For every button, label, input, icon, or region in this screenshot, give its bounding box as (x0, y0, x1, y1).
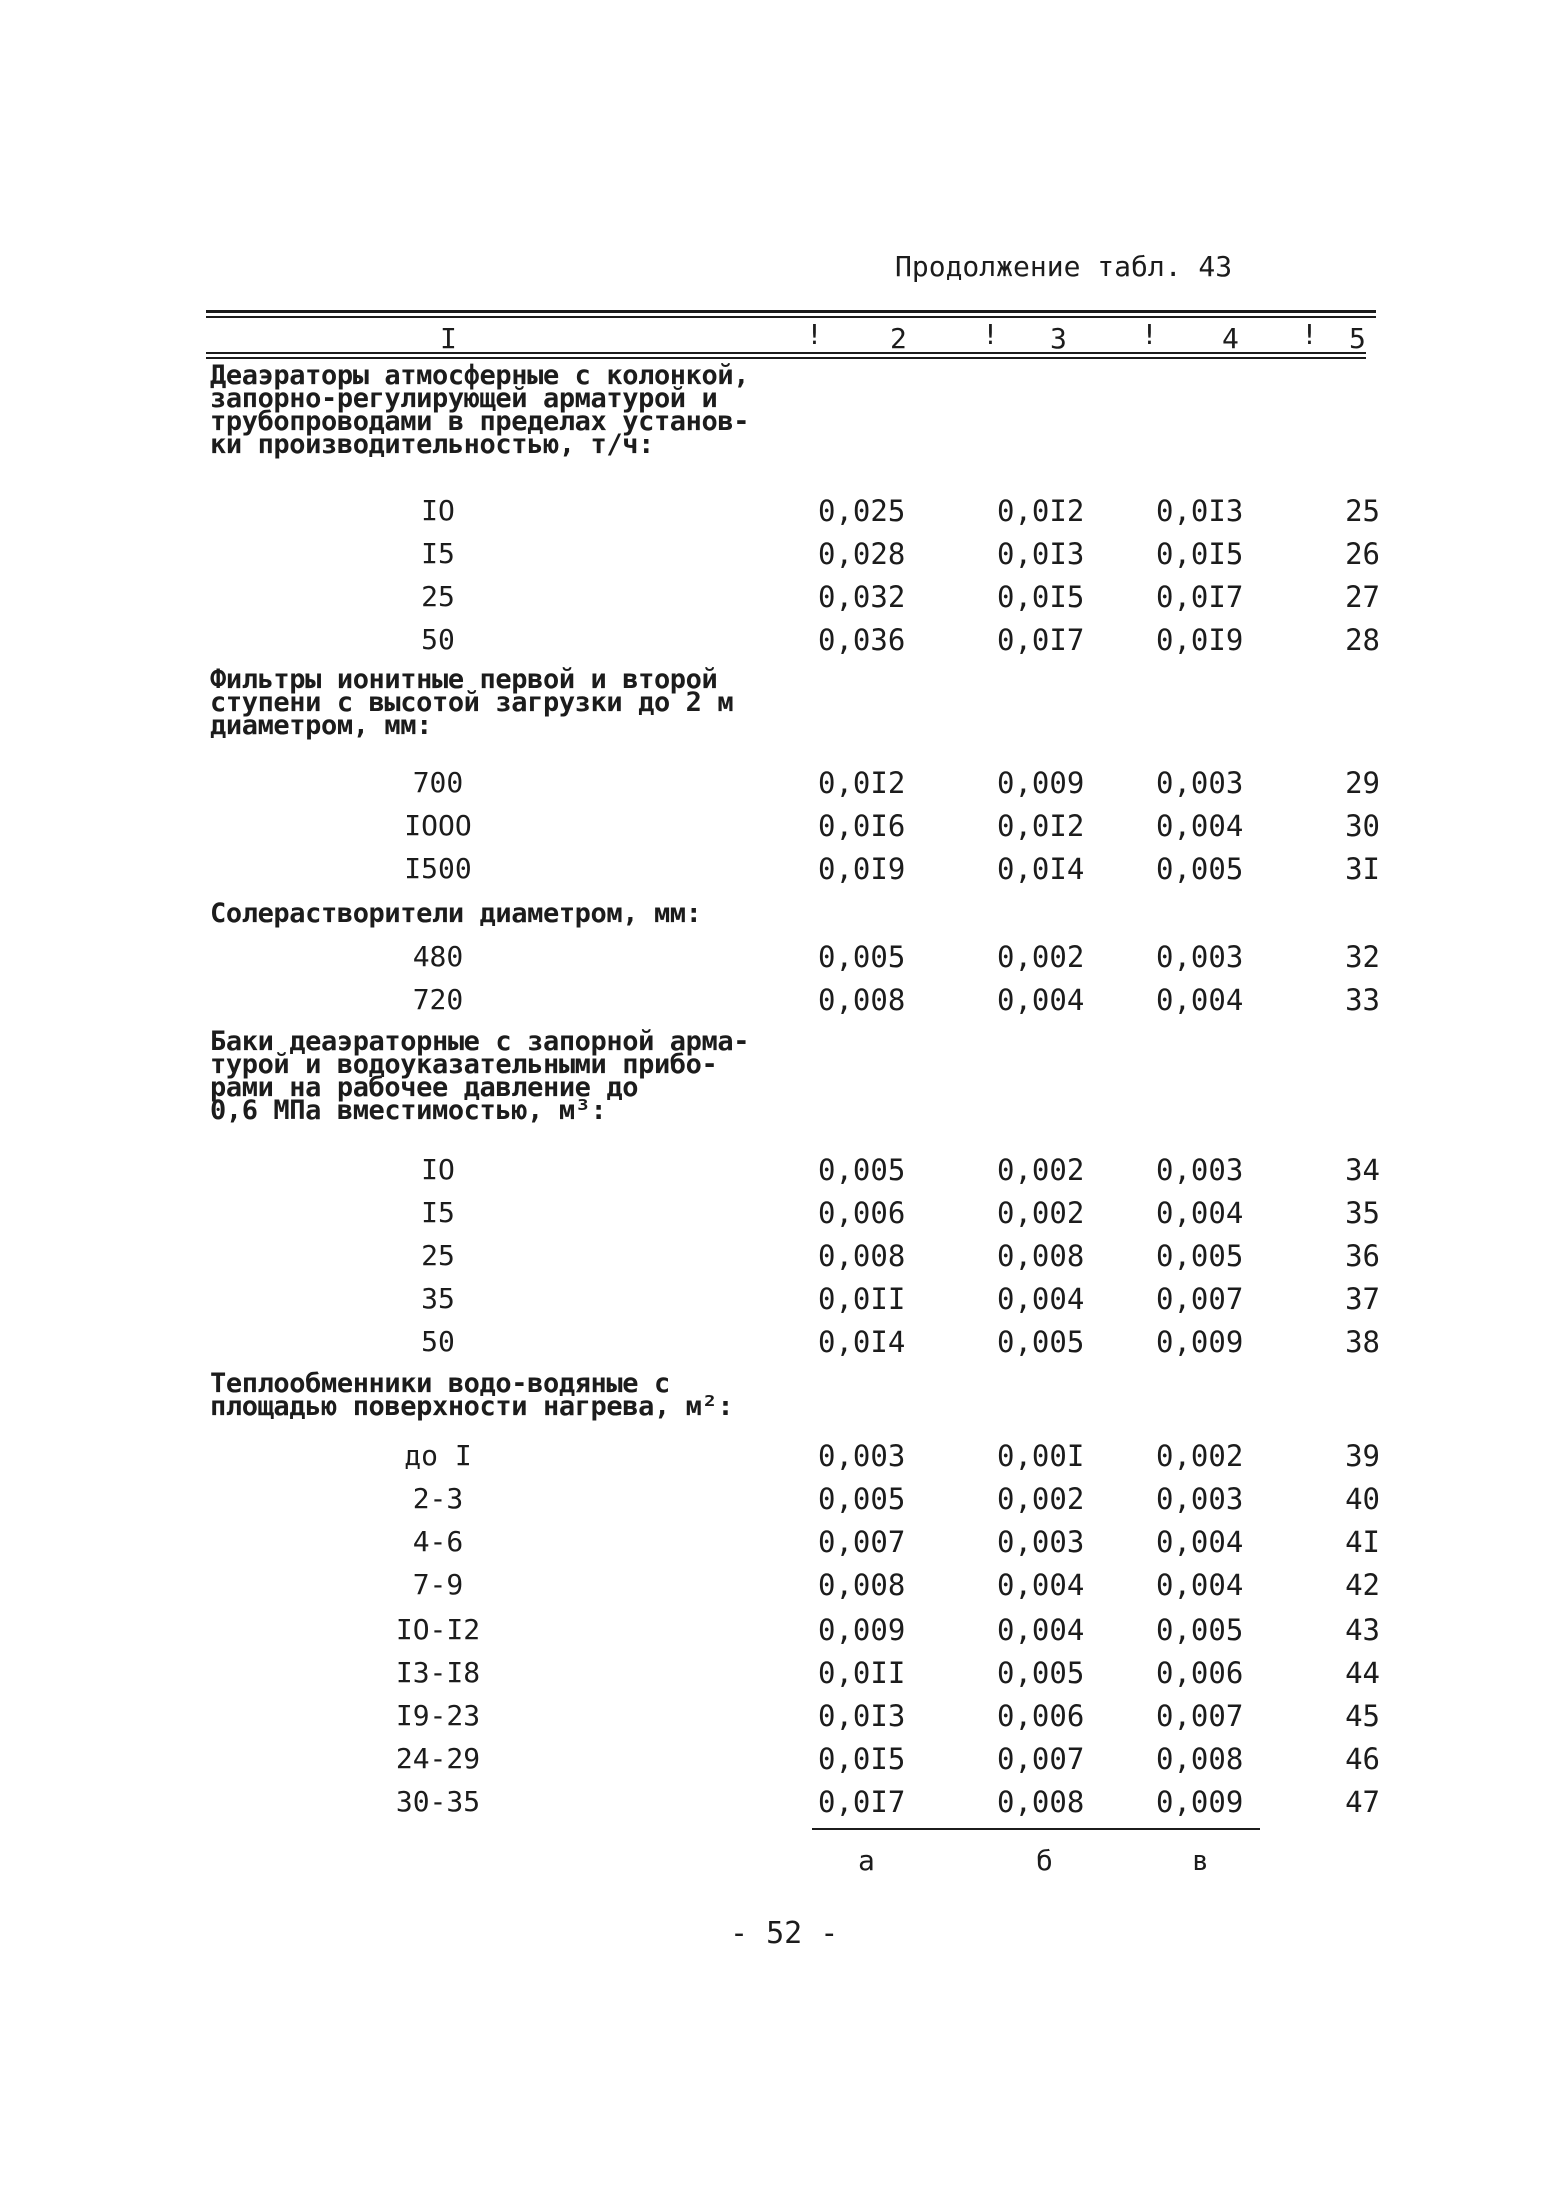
row-label: IO (421, 1153, 455, 1186)
table-caption: Продолжение табл. 43 (895, 250, 1233, 283)
cell-col-2: 0,008 (818, 1239, 906, 1273)
header-separator: ! (1141, 318, 1158, 351)
cell-col-5: 4I (1345, 1525, 1380, 1559)
row-label: I5 (421, 537, 455, 570)
cell-col-5: 28 (1345, 623, 1380, 657)
row-label: 30-35 (395, 1785, 481, 1818)
cell-col-5: 42 (1345, 1568, 1380, 1602)
cell-col-2: 0,0I4 (818, 1325, 906, 1359)
cell-col-5: 43 (1345, 1613, 1380, 1647)
row-label: IO-I2 (395, 1613, 481, 1646)
row-label: 480 (412, 940, 464, 973)
cell-col-3: 0,004 (997, 1282, 1085, 1316)
page-number: - 52 - (730, 1916, 839, 1951)
header-col-2: 2 (890, 322, 907, 355)
cell-col-5: 47 (1345, 1785, 1380, 1819)
cell-col-3: 0,006 (997, 1699, 1085, 1733)
cell-col-3: 0,008 (997, 1785, 1085, 1819)
cell-col-2: 0,0I2 (818, 766, 906, 800)
cell-col-4: 0,0I7 (1156, 580, 1244, 614)
cell-col-2: 0,005 (818, 1153, 906, 1187)
cell-col-4: 0,0I9 (1156, 623, 1244, 657)
cell-col-3: 0,005 (997, 1325, 1085, 1359)
cell-col-4: 0,003 (1156, 940, 1244, 974)
row-label: 2-3 (412, 1482, 464, 1515)
cell-col-4: 0,0I3 (1156, 494, 1244, 528)
cell-col-4: 0,005 (1156, 1613, 1244, 1647)
header-separator: ! (806, 318, 823, 351)
row-label: 24-29 (395, 1742, 481, 1775)
cell-col-3: 0,0I2 (997, 809, 1085, 843)
cell-col-3: 0,0I4 (997, 852, 1085, 886)
cell-col-3: 0,005 (997, 1656, 1085, 1690)
cell-col-5: 37 (1345, 1282, 1380, 1316)
cell-col-5: 39 (1345, 1439, 1380, 1473)
cell-col-4: 0,006 (1156, 1656, 1244, 1690)
cell-col-5: 25 (1345, 494, 1380, 528)
cell-col-4: 0,002 (1156, 1439, 1244, 1473)
cell-col-2: 0,028 (818, 537, 906, 571)
cell-col-3: 0,0I5 (997, 580, 1085, 614)
cell-col-4: 0,003 (1156, 766, 1244, 800)
cell-col-5: 29 (1345, 766, 1380, 800)
cell-col-4: 0,004 (1156, 1568, 1244, 1602)
section-description: Солерастворители диаметром, мм: (210, 898, 702, 929)
footer-letter-b: б (1036, 1844, 1053, 1877)
row-label: I9-23 (395, 1699, 481, 1732)
header-top-rule (206, 310, 1376, 313)
cell-col-5: 3I (1345, 852, 1380, 886)
cell-col-2: 0,0I3 (818, 1699, 906, 1733)
cell-col-4: 0,0I5 (1156, 537, 1244, 571)
row-label: до I (404, 1439, 472, 1472)
cell-col-5: 46 (1345, 1742, 1380, 1776)
cell-col-2: 0,005 (818, 940, 906, 974)
cell-col-3: 0,0I7 (997, 623, 1085, 657)
cell-col-4: 0,004 (1156, 1196, 1244, 1230)
cell-col-3: 0,002 (997, 1482, 1085, 1516)
cell-col-5: 44 (1345, 1656, 1380, 1690)
cell-col-5: 32 (1345, 940, 1380, 974)
cell-col-5: 26 (1345, 537, 1380, 571)
section-description: Баки деаэраторные с запорной арма- турой и водоуказательными прибо- рами на рабочее давление до 0,6 МПа вместимостью, м³: (210, 1026, 750, 1126)
section-description: Деаэраторы атмосферные с колонкой, запорно-регулирующей арматурой и трубопроводами в пределах установ- ки производительностью, т/ч: (210, 360, 750, 460)
header-bottom-rule (206, 352, 1366, 354)
header-col-1: I (440, 322, 457, 355)
cell-col-2: 0,0I6 (818, 809, 906, 843)
row-label: 35 (421, 1282, 455, 1315)
cell-col-2: 0,003 (818, 1439, 906, 1473)
cell-col-2: 0,036 (818, 623, 906, 657)
cell-col-3: 0,00I (997, 1439, 1085, 1473)
cell-col-4: 0,007 (1156, 1282, 1244, 1316)
cell-col-3: 0,003 (997, 1525, 1085, 1559)
cell-col-2: 0,008 (818, 1568, 906, 1602)
cell-col-5: 30 (1345, 809, 1380, 843)
cell-col-5: 38 (1345, 1325, 1380, 1359)
cell-col-5: 36 (1345, 1239, 1380, 1273)
cell-col-3: 0,004 (997, 1613, 1085, 1647)
row-label: I5 (421, 1196, 455, 1229)
cell-col-2: 0,0II (818, 1282, 906, 1316)
footer-letter-v: в (1192, 1844, 1209, 1877)
row-label: 50 (421, 623, 455, 656)
row-label: IOOO (404, 809, 472, 842)
cell-col-4: 0,004 (1156, 809, 1244, 843)
row-label: 7-9 (412, 1568, 464, 1601)
cell-col-3: 0,009 (997, 766, 1085, 800)
cell-col-5: 35 (1345, 1196, 1380, 1230)
cell-col-5: 40 (1345, 1482, 1380, 1516)
row-label: I500 (404, 852, 472, 885)
cell-col-4: 0,007 (1156, 1699, 1244, 1733)
cell-col-3: 0,002 (997, 940, 1085, 974)
cell-col-3: 0,004 (997, 983, 1085, 1017)
cell-col-3: 0,002 (997, 1196, 1085, 1230)
cell-col-3: 0,002 (997, 1153, 1085, 1187)
section-description: Фильтры ионитные первой и второй ступени с высотой загрузки до 2 м диаметром, мм: (210, 664, 734, 741)
row-label: 4-6 (412, 1525, 464, 1558)
cell-col-2: 0,005 (818, 1482, 906, 1516)
cell-col-4: 0,008 (1156, 1742, 1244, 1776)
cell-col-2: 0,007 (818, 1525, 906, 1559)
cell-col-4: 0,003 (1156, 1482, 1244, 1516)
cell-col-5: 27 (1345, 580, 1380, 614)
row-label: 700 (412, 766, 464, 799)
cell-col-4: 0,005 (1156, 852, 1244, 886)
cell-col-2: 0,009 (818, 1613, 906, 1647)
header-col-3: 3 (1050, 322, 1067, 355)
cell-col-3: 0,0I3 (997, 537, 1085, 571)
cell-col-2: 0,0I9 (818, 852, 906, 886)
row-label: 25 (421, 580, 455, 613)
cell-col-4: 0,005 (1156, 1239, 1244, 1273)
cell-col-4: 0,009 (1156, 1785, 1244, 1819)
header-separator: ! (1301, 318, 1318, 351)
cell-col-5: 33 (1345, 983, 1380, 1017)
cell-col-2: 0,032 (818, 580, 906, 614)
row-label: 50 (421, 1325, 455, 1358)
cell-col-4: 0,003 (1156, 1153, 1244, 1187)
row-label: 25 (421, 1239, 455, 1272)
cell-col-2: 0,0II (818, 1656, 906, 1690)
header-top-rule-2 (206, 316, 1376, 318)
cell-col-2: 0,006 (818, 1196, 906, 1230)
footer-rule (812, 1828, 1260, 1830)
footer-letter-a: а (858, 1844, 875, 1877)
row-label: I3-I8 (395, 1656, 481, 1689)
cell-col-5: 34 (1345, 1153, 1380, 1187)
header-separator: ! (982, 318, 999, 351)
cell-col-2: 0,0I7 (818, 1785, 906, 1819)
cell-col-3: 0,004 (997, 1568, 1085, 1602)
cell-col-4: 0,004 (1156, 983, 1244, 1017)
cell-col-2: 0,025 (818, 494, 906, 528)
cell-col-2: 0,0I5 (818, 1742, 906, 1776)
cell-col-4: 0,004 (1156, 1525, 1244, 1559)
cell-col-3: 0,007 (997, 1742, 1085, 1776)
cell-col-5: 45 (1345, 1699, 1380, 1733)
header-bottom-rule-2 (206, 357, 1366, 359)
row-label: IO (421, 494, 455, 527)
header-col-5: 5 (1349, 322, 1366, 355)
cell-col-4: 0,009 (1156, 1325, 1244, 1359)
cell-col-2: 0,008 (818, 983, 906, 1017)
header-col-4: 4 (1222, 322, 1239, 355)
row-label: 720 (412, 983, 464, 1016)
section-description: Теплообменники водо-водяные с площадью поверхности нагрева, м²: (210, 1368, 734, 1422)
cell-col-3: 0,008 (997, 1239, 1085, 1273)
cell-col-3: 0,0I2 (997, 494, 1085, 528)
